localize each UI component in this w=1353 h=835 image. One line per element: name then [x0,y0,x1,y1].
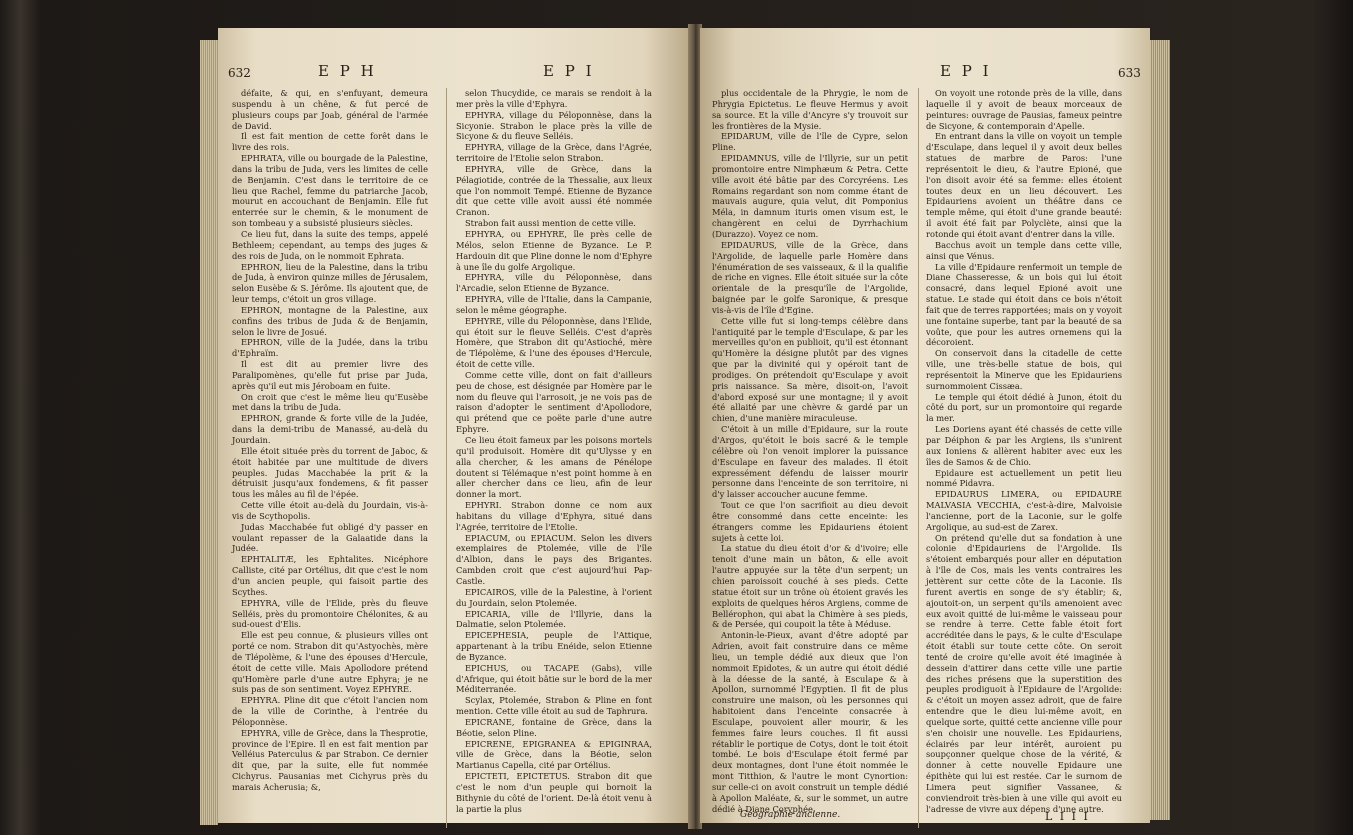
paragraph: EPICHUS, ou TACAPE (Gabs), ville d'Afrique, qui étoit bâtie sur le bord de la mer Méditerranée. [456,662,652,695]
paragraph: selon Thucydide, ce marais se rendoit à la mer près la ville d'Ephyra. [456,88,652,109]
paragraph: EPIACUM, ou EPIACUM. Selon les divers exemplaires de Ptolemée, ville de l'île d'Albion, dans le pays des Brigantes. Cambden croit que c'est aujourd'hui Pap-Castle. [456,532,652,586]
paragraph: EPHYRA, ville de l'Elide, près du fleuve Selléis, près du promontoire Chélonites, & au sud-ouest d'Elis. [232,597,428,630]
paragraph: EPHYRE, ville du Péloponnèse, dans l'Elide, qui étoit sur le fleuve Selléis. C'est d'après Homère, que Strabon dit qu'Astioché, mère de Tlépolème, & l'une des épouses d'Hercule, étoit de cette ville. [456,315,652,370]
column-rule [446,88,447,828]
paragraph: EPHYRA, village de la Grèce, dans l'Agrée, territoire de l'Etolie selon Strabon. [456,142,652,164]
paragraph: Cette ville étoit au-delà du Jourdain, vis-à-vis de Scythopolis. [232,500,428,521]
right-page [700,28,1150,823]
paragraph: EPICAIROS, ville de la Palestine, à l'orient du Jourdain, selon Ptolemée. [456,586,652,608]
paragraph: EPHYRA, ville du Péloponnèse, dans l'Arcadie, selon Etienne de Byzance. [456,272,652,294]
paragraph: Judas Macchabée fut obligé d'y passer en voulant repasser de la Galaatide dans la Judée. [232,521,428,554]
paragraph: On conservoit dans la citadelle de cette ville, une très-belle statue de bois, qui représentoit la Minerve que les Epidauriens surnommoient Cissæa. [926,348,1122,391]
paragraph: C'étoit à un mille d'Epidaure, sur la route d'Argos, qu'étoit le bois sacré & le temple célèbre où l'on venoit implorer la puissance d'Esculape en faveur des malades. Il étoit expressément défendu de laisser mourir personne dans l'enceinte de son territoire, ni d'y laisser accoucher aucune femme. [712,424,908,500]
paragraph: Cette ville fut si long-temps célèbre dans l'antiquité par le temple d'Esculape, & par les merveilles qu'on en publioit, qu'il est étonnant qu'Homère la désigne plutôt par des vignes que par la divinité qui y opéroit tant de prodiges. On prétendoit qu'Esculape y avoit pris naissance. Sa mère, disoit-on, l'avoit d'abord exposé sur une montagne; il y avoit été allaité par une chèvre & gardé par un chien, d'une manière miraculeuse. [712,315,909,424]
paragraph: Ce lieu étoit fameux par les poisons mortels qu'il produisoit. Homère dit qu'Ulysse y en alla chercher, & les amans de Pénélope doutent si Télémaque n'est point homme à en aller chercher dans ce lieu, afin de leur donner la mort. [456,435,652,500]
paragraph: EPICRANE, fontaine de Grèce, dans la Béotie, selon Pline. [456,716,652,738]
paragraph: EPHRON, montagne de la Palestine, aux confins des tribus de Juda & de Benjamin, selon le livre de Josué. [232,304,428,337]
paragraph: Scylax, Ptolemée, Strabon & Pline en font mention. Cette ville étoit au sud de Taphrura. [456,695,652,717]
paragraph: EPIDARUM, ville de l'île de Cypre, selon Pline. [712,131,908,153]
paragraph: EPIDAURUS LIMERA, ou EPIDAURE MALVASIA VECCHIA, c'est-à-dire, Malvoisie l'ancienne, port de la Laconie, sur le golfe Argolique, au sud-est de Zarex. [926,489,1122,532]
paragraph: EPHYRI. Strabon donne ce nom aux habitans du village d'Ephyra, situé dans l'Agrée, territoire de l'Etolie. [456,500,652,532]
paragraph: Les Doriens ayant été chassés de cette ville par Déiphon & par les Argiens, ils s'unirent aux Ioniens & allèrent habiter avec eux les îles de Samos & de Chio. [926,424,1122,467]
paragraph: plus occidentale de la Phrygie, le nom de Phrygia Epictetus. Le fleuve Hermus y avoit sa source. Et la ville d'Ancyre s'y trouvoit sur les frontières de la Mysie. [712,88,908,131]
paragraph: On voyoit une rotonde près de la ville, dans laquelle il y avoit de beaux morceaux de peintures: ouvrage de Pausias, fameux peintre de Sicyone, & contemporain d'Apelle. [926,88,1122,131]
left-page-number: 632 [228,66,251,80]
paragraph: Epidaure est actuellement un petit lieu nommé Pidavra. [926,467,1122,489]
paragraph: EPHYRA, ou EPHYRE, île près celle de Mélos, selon Etienne de Byzance. Le P. Hardouin dit que Pline donne le nom d'Ephyre à une île du golfe Argolique. [456,228,652,272]
right-running-head: E P I [940,62,992,80]
left-running-head-right: E P I [543,62,595,80]
paragraph: EPHYRA, ville de Grèce, dans la Thesprotie, province de l'Epire. Il en est fait mention par Velléius Paterculus & par Strabon. Ce dernier dit que, par la suite, elle fut nommée Cichyrus. Pausanias met Cichyrus près du marais Acherusia; &, [232,727,428,792]
left-page-edges [200,40,218,825]
signature-mark: L I I I [1045,810,1090,823]
paragraph: EPHRON, grande & forte ville de la Judée, dans la demi-tribu de Manassé, au-delà du Jourdain. [232,413,428,445]
left-column-1 [232,88,428,833]
paragraph: EPHYRA. Pline dit que c'étoit l'ancien nom de la ville de Corinthe, à l'entrée du Péloponnèse. [232,695,428,727]
paragraph: Bacchus avoit un temple dans cette ville, ainsi que Vénus. [926,239,1122,261]
paragraph: EPIDAURUS, ville de la Grèce, dans l'Argolide, de laquelle parle Homère dans l'énumération de ses vaisseaux, & il la qualifie de riche en vignes. Elle étoit située sur la côte orientale de la presqu'île de l'Argolide, baignée par le golfe Saronique, & presque vis-à-vis de l'île d'Egine. [712,239,908,315]
paragraph: La statue du dieu étoit d'or & d'ivoire; elle tenoit d'une main un bâton, & elle avoit l'autre appuyée sur la tête d'un serpent; un chien paroissoit couché à ses pieds. Cette statue étoit sur un trône où étoient gravés les exploits de quelques héros Argiens, comme de Bellérophon, qui abat la Chimère à ses pieds, & de Persée, qui coupoit la tête à Méduse. [712,543,908,630]
paragraph: On prétend qu'elle dut sa fondation à une colonie d'Epidauriens de l'Argolide. Ils s'étoient embarqués pour aller en députation à l'île de Cos, mais les vents contraires les jettèrent sur cette côte de la Laconie. Ils furent avertis en songe de s'y établir; &, ajoutoit-on, un serpent qu'ils amenoient avec eux avoit quitté de lui-même le vaisseau pour se rendre à terre. Cette fable étoit fort accréditée dans le pays, & le culte d'Esculape étoit établi sur toute cette côte. On seroit tenté de croire qu'elle avoit été imaginée à dessein d'attirer dans cette ville une partie des riches présens que la superstition des peuples prodiguoit à l'Epidaure de l'Argolide: & c'étoit un moyen assez adroit, que de faire entendre que le dieu lui-même avoit, en quelque sorte, quitté cette ancienne ville pour s'en choisir une nouvelle. Les Epidauriens, éclairés par leur intérêt, auroient pu soupçonner quelque chose de la vérité, & donner à cette nouvelle Epidaure une épithète qui lui est restée. Car le surnom de Limera peut signifier Vassanee, & conviendroit très-bien à une ville qui avoit eu l'adresse de vivre aux dépens d'une autre. [926,532,1122,814]
paragraph: EPHYRA, ville de l'Italie, dans la Campanie, selon le même géographe. [456,294,652,315]
paragraph: Ce lieu fut, dans la suite des temps, appelé Bethleem; cependant, au temps des juges & des rois de Juda, on le nommoit Ephrata. [232,228,428,261]
paragraph: Le temple qui étoit dédié à Junon, étoit du côté du port, sur un promontoire qui regarde la mer. [926,391,1122,424]
left-column-2 [456,88,652,833]
paragraph: En entrant dans la ville on voyoit un temple d'Esculape, dans lequel il y avoit deux belles statues de marbre de Paros: l'une représentoit le dieu, & l'autre Epioné, que l'on disoit avoir été sa femme: elles étoient toutes deux en un lieu découvert. Les Epidauriens avoient un théâtre dans ce temple même, qui étoit d'une grande beauté: il avoit été fait par Polyclète, ainsi que la rotonde qui étoit avant d'entrer dans la ville. [926,131,1122,239]
paragraph: Comme cette ville, dont on fait d'ailleurs peu de chose, est désignée par Homère par le nom du fleuve qui l'arrosoit, je ne vois pas de raison d'adopter le sentiment d'Apollodore, qui prétend que ce poëte parle d'une autre Ephyre. [456,369,652,435]
right-page-edges [1150,40,1170,820]
right-page-number: 633 [1118,66,1141,80]
paragraph: EPHTALITÆ, les Ephtalites. Nicéphore Calliste, cité par Ortélius, dit que c'est le nom d'un ancien peuple, qui faisoit partie des Scythes. [232,554,428,597]
paragraph: Elle est peu connue, & plusieurs villes ont porté ce nom. Strabon dit qu'Astyochès, mère de Tlépolème, & l'une des épouses d'Hercule, étoit de cette ville. Mais Apollodore prétend qu'Homère parle d'une autre Ephyra; je ne suis pas de son sentiment. Voyez EPHYRE. [232,630,428,695]
paragraph: EPICEPHESIA, peuple de l'Attique, appartenant à la tribu Enéide, selon Etienne de Byzance. [456,630,652,662]
paragraph: EPHRON, lieu de la Palestine, dans la tribu de Juda, à environ quinze milles de Jérusalem, selon Eusèbe & S. Jérôme. Ils ajoutent que, de leur temps, c'étoit un gros village. [232,261,428,305]
paragraph: La ville d'Epidaure renfermoit un temple de Diane Chasseresse, & un bois qui lui étoit consacré, dans lequel Epioné avoit une statue. Le stade qui étoit dans ce bois n'étoit fait que de terres rapportées; mais on y voyoit une fontaine superbe, tant par la beauté de sa voûte, que pour les autres ornemens qui la décoroient. [926,261,1122,348]
paragraph: Tout ce que l'on sacrifioit au dieu devoit être consommé dans cette enceinte: les étrangers comme les Epidauriens étoient sujets à cette loi. [712,500,908,543]
signature-note: Géographie ancienne. [740,810,841,820]
left-running-head: E P H [318,62,377,80]
paragraph: Strabon fait aussi mention de cette ville. [465,218,636,229]
paragraph: EPICRENE, EPIGRANEA & EPIGINRAA, ville de Grèce, dans la Béotie, selon Martianus Capella, cité par Ortélius. [456,738,652,771]
paragraph: On croit que c'est le même lieu qu'Eusèbe met dans la tribu de Juda. [232,391,428,413]
right-column-1 [712,88,909,814]
paragraph: EPHYRA, village du Péloponnèse, dans la Sicyonie. Strabon le place près la ville de Sicyone & du fleuve Selléis. [456,109,652,142]
paragraph: EPHRON, ville de la Judée, dans la tribu d'Ephraïm. [232,337,428,359]
right-column-2 [926,88,1122,814]
paragraph: EPHRATA, ville ou bourgade de la Palestine, dans la tribu de Juda, vers les limites de celle de Benjamin. C'est dans le territoire de ce lieu que Rachel, femme du patriarche Jacob, mourut en accouchant de Benjamin. Elle fut enterrée sur le chemin, & le monument de son tombeau y a subsisté plusieurs siècles. [232,153,428,229]
paragraph: Elle étoit située près du torrent de Jaboc, & étoit habitée par une multitude de divers peuples. Judas Macchabée la prit & la détruisit jusqu'aux fondemens, & fit passer tous les mâles au fil de l'épée. [232,445,428,500]
paragraph: EPIDAMNUS, ville de l'Illyrie, sur un petit promontoire entre Nimphæum & Petra. Cette ville avoit été bâtie par des Corcyréens. Les Romains regardant son nom comme étant de mauvais augure, quia velut, dit Pomponius Méla, in damnum ituris omen visum est, le changèrent en celui de Dyrrhachium (Durazzo). Voyez ce nom. [712,153,908,239]
column-rule [918,88,919,828]
paragraph: Il est fait mention de cette forêt dans le livre des rois. [232,131,428,153]
paragraph: défaite, & qui, en s'enfuyant, demeura suspendu à un chêne, & fut percé de plusieurs coups par Joab, général de l'armée de David. [232,88,428,131]
paragraph: Il est dit au premier livre des Paralipomènes, qu'elle fut prise par Juda, après qu'il eut mis Jéroboam en fuite. [232,359,428,391]
paragraph: EPICARIA, ville de l'Illyrie, dans la Dalmatie, selon Ptolemée. [456,608,652,630]
paragraph: EPICTETI, EPICTETUS. Strabon dit que c'est le nom d'un peuple qui bornoit la Bithynie du côté de l'orient. De-là étoit venu à la partie la plus [456,771,652,814]
paragraph: EPHYRA, ville de Grèce, dans la Pélagiotide, contrée de la Thessalie, aux lieux que l'on nommoit Tempé. Etienne de Byzance dit que cette ville avoit aussi été nommée Cranon. [456,163,652,218]
left-page [218,28,690,823]
paragraph: Antonin-le-Pieux, avant d'être adopté par Adrien, avoit fait construire dans ce même lieu, un temple dédié aux dieux que l'on nommoit Epidotes, & un autre qui étoit dédié à la déesse de la santé, à Esculape & à Apollon, surnommé l'Egyptien. Il fit de plus construire une maison, où les personnes qui habitoient dans l'enceinte consacrée à Esculape, pouvoient aller mourir, & les femmes faire leurs couches. Il fit aussi rétablir le portique de Cotys, dont le toit étoit tombé. Le bois d'Esculape étoit fermé par deux montagnes, dont l'une étoit nommée le mont Titthion, & l'autre le mont Cynortion: sur celle-ci on avoit construit un temple dédié à Apollon Maléate, &, sur le sommet, un autre dédié à Diane Coryphée. [712,630,908,814]
